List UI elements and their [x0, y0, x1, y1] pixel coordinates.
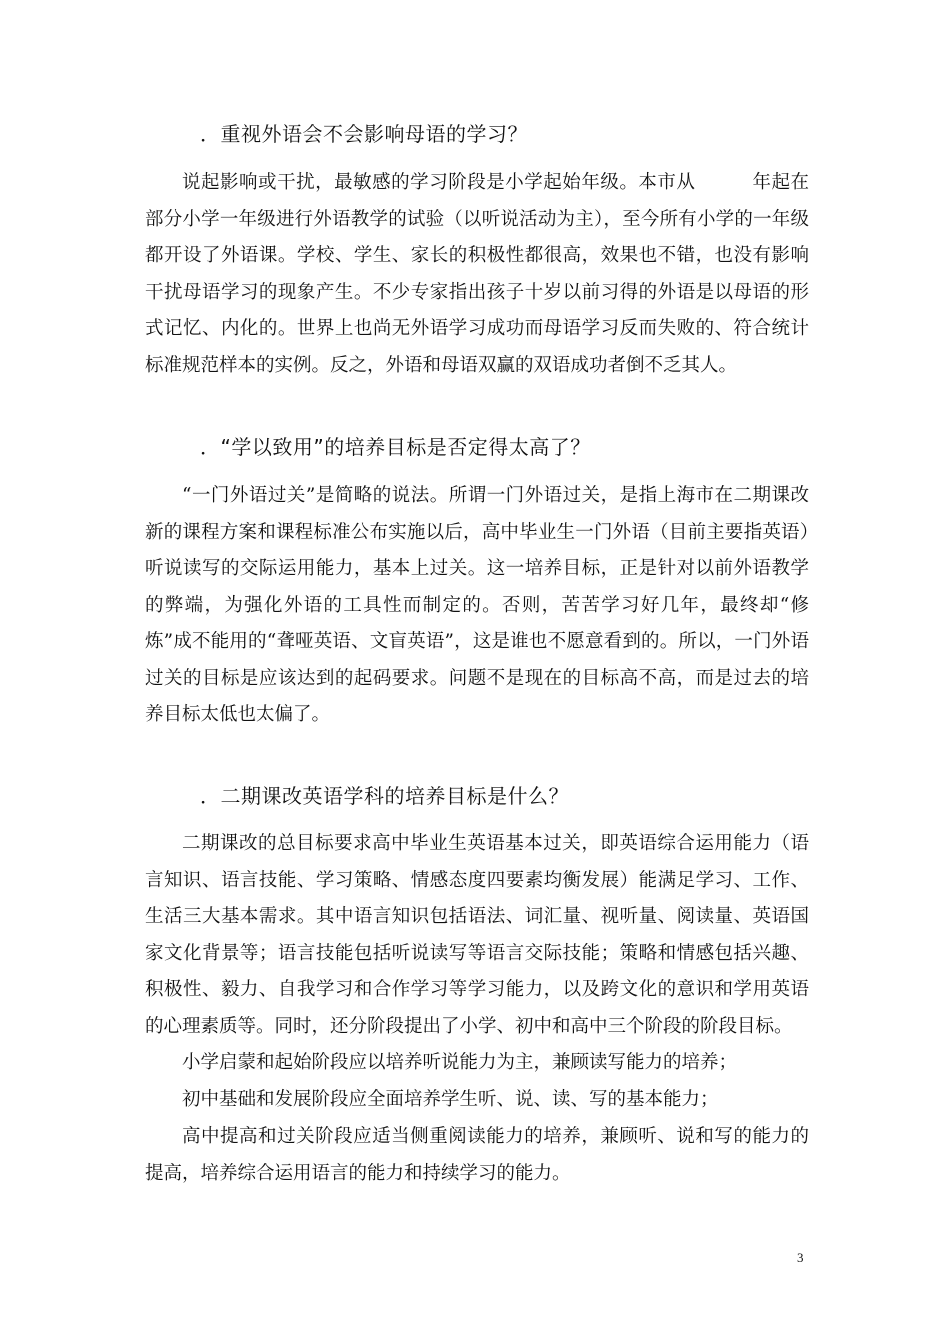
paragraph: 说起影响或干扰，最敏感的学习阶段是小学起始年级。本市从 年起在部分小学一年级进行外语教学的试验（以听说活动为主），至今所有小学的一年级都开设了外语课。学校、学生、家长的积极性都很高，效果也不错，也没有影响干扰母语学习的现象产生。不少专家指出孩子十岁以前习得的外语是以母语的形式记忆、内化的。世界上也尚无外语学习成功而母语学习反而失败的、符合统计标准规范样本的实例。反之，外语和母语双赢的双语成功者倒不乏其人。 — [145, 172, 809, 376]
paragraph: 高中提高和过关阶段应适当侧重阅读能力的培养，兼顾听、说和写的能力的提高，培养综合运用语言的能力和持续学习的能力。 — [145, 1126, 809, 1184]
paragraph: 二期课改的总目标要求高中毕业生英语基本过关，即英语综合运用能力（语言知识、语言技能、学习策略、情感态度四要素均衡发展）能满足学习、工作、生活三大基本需求。其中语言知识包括语法、词汇量、视听量、阅读量、英语国家文化背景等；语言技能包括听说读写等语言交际技能；策略和情感包括兴趣、积极性、毅力、自我学习和合作学习等学习能力，以及跨文化的意识和学用英语的心理素质等。同时，还分阶段提出了小学、初中和高中三个阶段的阶段目标。 — [145, 833, 809, 1037]
section-heading: ．重视外语会不会影响母语的学习？ — [200, 122, 528, 146]
paragraph: “一门外语过关”是简略的说法。所谓一门外语过关，是指上海市在二期课改新的课程方案和课程标准公布实施以后，高中毕业生一门外语（目前主要指英语）听说读写的交际运用能力，基本上过关。这一培养目标，正是针对以前外语教学的弊端，为强化外语的工具性而制定的。否则，苦苦学习好几年，最终却“修炼”成不能用的“聋哑英语、文盲英语”，这是谁也不愿意看到的。所以，一门外语过关的目标是应该达到的起码要求。问题不是现在的目标高不高，而是过去的培养目标太低也太偏了。 — [145, 485, 809, 725]
section-heading: ．二期课改英语学科的培养目标是什么？ — [200, 784, 569, 808]
section-heading: ．“学以致用”的培养目标是否定得太高了？ — [200, 435, 591, 459]
page-number: 3 — [797, 1250, 804, 1265]
paragraph: 小学启蒙和起始阶段应以培养听说能力为主，兼顾读写能力的培养； — [182, 1052, 738, 1073]
paragraph: 初中基础和发展阶段应全面培养学生听、说、读、写的基本能力； — [182, 1089, 719, 1110]
